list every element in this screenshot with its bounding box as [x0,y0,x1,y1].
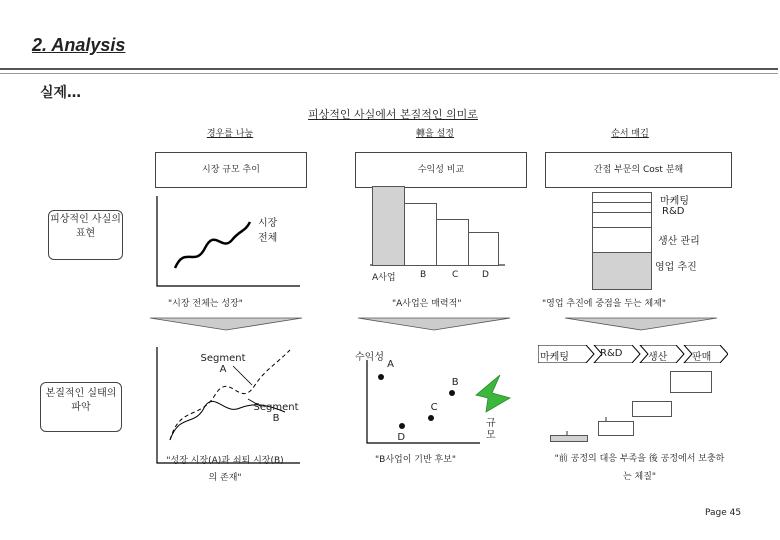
col2-header: 轉을 설정 [416,129,454,139]
market-curve-label: 시장 전체 [258,218,278,244]
col2-conclusion2: "B사업이 기반 후보" [375,455,457,465]
scatter-point-label: D [397,432,406,444]
scatter-point [378,374,384,380]
stair-step-1 [550,435,588,442]
stack-production [592,228,652,253]
col3-conclusion2: "前 공정의 대응 부족을 後 공정에서 보충하는 체질" [554,454,725,482]
page-number: Page 45 [705,508,742,518]
bar-label-d: D [482,270,489,280]
scatter-point-label: A [387,358,394,370]
bar-label-c: C [452,270,459,280]
chevron-label-2: R&D [600,348,623,359]
arrow-col1 [150,318,302,330]
stack-sales [592,253,652,290]
col1-conclusion1: "시장 전체는 성장" [168,299,243,309]
col1-conclusion2: "성장 시장(A)과 쇠퇴 시장(B)의 존재" [166,456,284,483]
arrow-col2 [358,318,510,330]
process-chevrons [538,345,728,363]
stack-marketing [592,203,652,213]
profit-bar [468,232,499,266]
stack-rnd [592,213,652,228]
stair-step-4 [670,371,712,393]
stair-step-3 [632,401,672,417]
bar-label-b: B [420,270,427,280]
scatter-point [428,415,434,421]
col2-scatter [367,360,480,443]
chevron-label-4: 판매 [692,352,712,363]
x-axis-label: 규모 [486,418,496,441]
col2-conclusion1: "A사업은 매력적" [392,299,462,309]
segment-b-label: Segment B [253,402,299,424]
slide-title: 2. Analysis [32,35,126,55]
col2-label: 수익성 비교 [417,165,465,175]
y-axis-label: 수익성 [355,352,384,363]
chevron-label-1: 마케팅 [540,352,569,363]
slide-subtitle: 실제… [40,85,82,101]
col3-label: 간접 부문의 Cost 분해 [593,165,684,175]
col3-header: 순서 매김 [611,129,649,139]
stack-label-rnd: R&D [662,206,685,217]
profit-bar [372,186,405,266]
top-heading: 피상적인 사실에서 본질적인 의미로 [308,108,478,121]
segment-a-label: Segment A [200,353,246,375]
col1-header: 경우를 나눔 [206,129,254,139]
col2-bar-chart [372,186,502,265]
profit-bar [436,219,469,266]
row2-label: 본질적인 실태의 파악 [40,382,122,432]
scatter-point-label: C [430,402,438,414]
col1-label: 시장 규모 추이 [202,165,260,175]
scatter-point [399,423,405,429]
scatter-point-label: B [451,377,459,389]
row1-label: 피상적인 사실의 표현 [48,210,123,260]
profit-bar [404,203,437,266]
col3-conclusion1: "영업 추진에 중점을 두는 체제" [542,299,667,309]
stair-step-2 [598,421,634,436]
stack-label-production: 생산 관리 [658,236,700,247]
market-curve [175,222,250,268]
green-arrow-icon [476,375,510,412]
chevron-label-3: 생산 [648,352,668,363]
stack-label-sales: 영업 추진 [655,262,697,273]
arrow-col3 [565,318,717,330]
stack-label-marketing: 마케팅 [660,196,689,207]
bar-label-a: A사업 [372,273,396,283]
scatter-point [449,390,455,396]
cost-stack [592,192,652,290]
stack-marketing-top [592,192,652,203]
